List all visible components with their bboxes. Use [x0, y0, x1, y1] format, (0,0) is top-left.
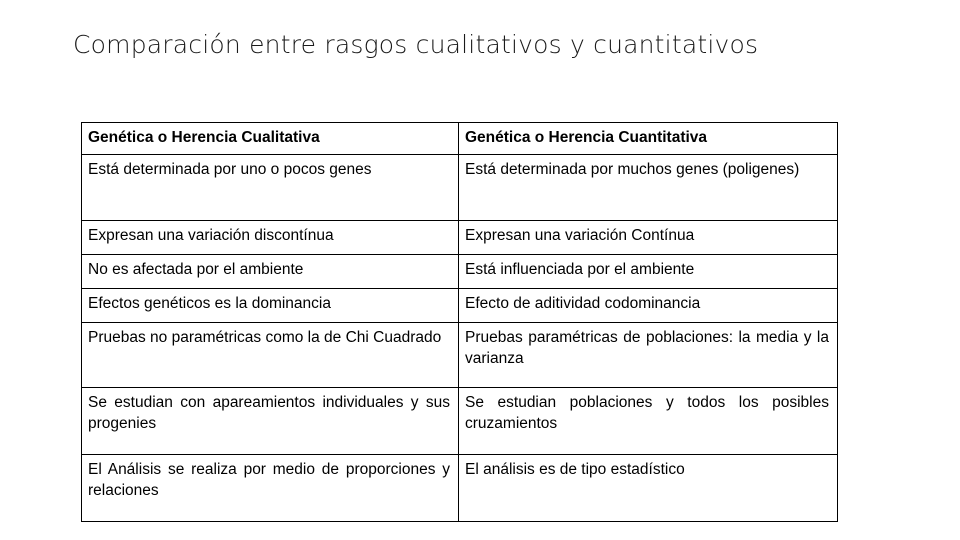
header-qualitative: Genética o Herencia Cualitativa	[82, 123, 459, 155]
cell-quantitative: Efecto de aditividad codominancia	[459, 289, 838, 323]
cell-qualitative: Pruebas no paramétricas como la de Chi Cuadrado	[82, 323, 459, 388]
cell-quantitative: Está determinada por muchos genes (poligenes)	[459, 155, 838, 221]
cell-quantitative: Expresan una variación Contínua	[459, 221, 838, 255]
table-row	[82, 388, 838, 455]
cell-qualitative: Se estudian con apareamientos individuales y sus progenies	[82, 388, 459, 455]
cell-qualitative: El Análisis se realiza por medio de proporciones y relaciones	[82, 455, 459, 522]
table-header-row	[82, 123, 838, 155]
table-row	[82, 323, 838, 388]
cell-qualitative: Efectos genéticos es la dominancia	[82, 289, 459, 323]
cell-quantitative: Pruebas paramétricas de poblaciones: la media y la varianza	[459, 323, 838, 388]
comparison-table	[81, 122, 838, 522]
table-row	[82, 221, 838, 255]
cell-qualitative: Expresan una variación discontínua	[82, 221, 459, 255]
table-row	[82, 155, 838, 221]
table-row	[82, 255, 838, 289]
cell-quantitative: Está influenciada por el ambiente	[459, 255, 838, 289]
slide-title: Comparación entre rasgos cualitativos y cuantitativos	[73, 30, 759, 59]
table-row	[82, 455, 838, 522]
header-quantitative: Genética o Herencia Cuantitativa	[459, 123, 838, 155]
cell-quantitative: Se estudian poblaciones y todos los posibles cruzamientos	[459, 388, 838, 455]
cell-quantitative: El análisis es de tipo estadístico	[459, 455, 838, 522]
cell-qualitative: Está determinada por uno o pocos genes	[82, 155, 459, 221]
table-row	[82, 289, 838, 323]
cell-qualitative: No es afectada por el ambiente	[82, 255, 459, 289]
